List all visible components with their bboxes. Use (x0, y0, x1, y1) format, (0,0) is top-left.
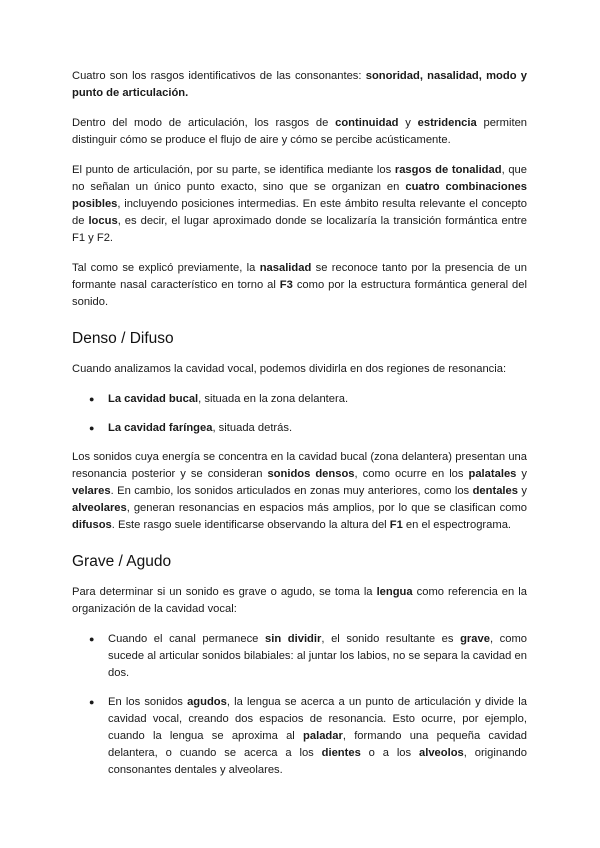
bold-text: continuidad (335, 117, 399, 129)
paragraph-nasalidad (72, 260, 527, 311)
paragraph-cavidad (72, 361, 527, 378)
bold-text: alveolares (72, 502, 127, 514)
text-run: Cuando el canal permanece (108, 633, 266, 645)
bold-text: velares (72, 485, 111, 497)
bullet-icon: ● (89, 697, 95, 707)
bold-text: La cavidad faríngea (108, 422, 213, 434)
heading-grave-agudo: Grave / Agudo (72, 553, 172, 570)
text-run: y (517, 485, 527, 497)
bold-text: paladar (303, 730, 343, 742)
text-run: o a los (360, 747, 419, 759)
list-item (72, 631, 527, 682)
text-run: , la lengua se acerca a un punto de articulación y divide la cavidad vocal, creando dos espacios de resonancia. Esto ocurre, por ejemplo, cuando la lengua se aproxima al (108, 696, 527, 742)
document-page (72, 68, 527, 791)
paragraph-rasgos (72, 68, 527, 102)
bold-text: sonoridad, nasalidad, modo y punto de articulación. (72, 70, 527, 99)
bold-text: locus (88, 215, 118, 227)
bold-text: cuatro combinaciones posibles (72, 181, 527, 210)
bold-text: dientes (321, 747, 361, 759)
text-run: . Este rasgo suele identificarse observando la altura del (111, 519, 390, 531)
text-run: y (398, 117, 418, 129)
text-run: , originando consonantes dentales y alveolares. (108, 747, 527, 776)
text-run: , el sonido resultante es (321, 633, 461, 645)
text-run: se reconoce tanto por la presencia de un formante nasal característico en torno al (72, 262, 527, 291)
text-run: , generan resonancias en espacios más amplios, por lo que se clasifican como (126, 502, 527, 514)
text-run: , situada en la zona delantera. (198, 393, 349, 405)
text-run: Cuatro son los rasgos identificativos de las consonantes: (72, 70, 366, 82)
text-run: , formando una pequeña cavidad delantera, o cuando se acerca a los (108, 730, 527, 759)
bold-text: F3 (279, 279, 293, 291)
list-item (72, 391, 527, 408)
text-run: El punto de articulación, por su parte, se identifica mediante los (72, 164, 395, 176)
bold-text: sin dividir (265, 633, 322, 645)
text-run: En los sonidos (108, 696, 188, 708)
text-run: como por la estructura formántica general del sonido. (72, 279, 527, 308)
text-run: Dentro del modo de articulación, los rasgos de (72, 117, 336, 129)
text-run: Los sonidos cuya energía se concentra en la cavidad bucal (zona delantera) presentan una resonancia posterior y se consideran (72, 451, 527, 480)
paragraph-densos (72, 449, 527, 534)
bold-text: dentales (472, 485, 518, 497)
text-run: . En cambio, los sonidos articulados en zonas muy anteriores, como los (110, 485, 473, 497)
text-run: , es decir, el lugar aproximado donde se localizaría la transición formántica entre F1 y F2. (72, 215, 527, 244)
text-run: como referencia en la organización de la cavidad vocal: (72, 586, 527, 615)
bold-text: sonidos densos (267, 468, 355, 480)
bold-text: palatales (468, 468, 517, 480)
bullet-icon: ● (89, 634, 95, 644)
text-run: , como ocurre en los (354, 468, 469, 480)
bold-text: nasalidad (259, 262, 312, 274)
text-run: , incluyendo posiciones intermedias. En este ámbito resulta relevante el concepto de (72, 198, 527, 227)
text-run: , que no señalan un único punto exacto, sino que se organizan en (72, 164, 527, 193)
text-run: en el espectrograma. (402, 519, 512, 531)
heading-denso-difuso: Denso / Difuso (72, 330, 174, 347)
list-item (72, 694, 527, 779)
text-run: , situada detrás. (212, 422, 293, 434)
bold-text: La cavidad bucal (108, 393, 199, 405)
bold-text: difusos (72, 519, 112, 531)
list-cavidades (72, 391, 527, 437)
text-run: y (516, 468, 527, 480)
list-item (72, 420, 527, 437)
text-run: permiten distinguir cómo se produce el flujo de aire y cómo se percibe acústicamente. (72, 117, 528, 146)
text-run: Cuando analizamos la cavidad vocal, podemos dividirla en dos regiones de resonancia: (72, 363, 507, 375)
text-run: Para determinar si un sonido es grave o agudo, se toma la (72, 586, 377, 598)
paragraph-lengua (72, 584, 527, 618)
text-run: Tal como se explicó previamente, la (72, 262, 260, 274)
bold-text: alveolos (418, 747, 464, 759)
bold-text: grave (460, 633, 490, 645)
paragraph-punto (72, 162, 527, 247)
list-grave-agudo (72, 631, 527, 779)
paragraph-modo (72, 115, 527, 149)
bullet-icon: ● (89, 423, 95, 433)
bold-text: agudos (187, 696, 227, 708)
bold-text: rasgos de tonalidad (394, 164, 502, 176)
bold-text: estridencia (417, 117, 477, 129)
text-run: , como sucede al articular sonidos bilabiales: al juntar los labios, no se separa la cavidad en dos. (108, 633, 528, 679)
bold-text: F1 (389, 519, 403, 531)
bullet-icon: ● (89, 394, 95, 404)
bold-text: lengua (376, 586, 413, 598)
